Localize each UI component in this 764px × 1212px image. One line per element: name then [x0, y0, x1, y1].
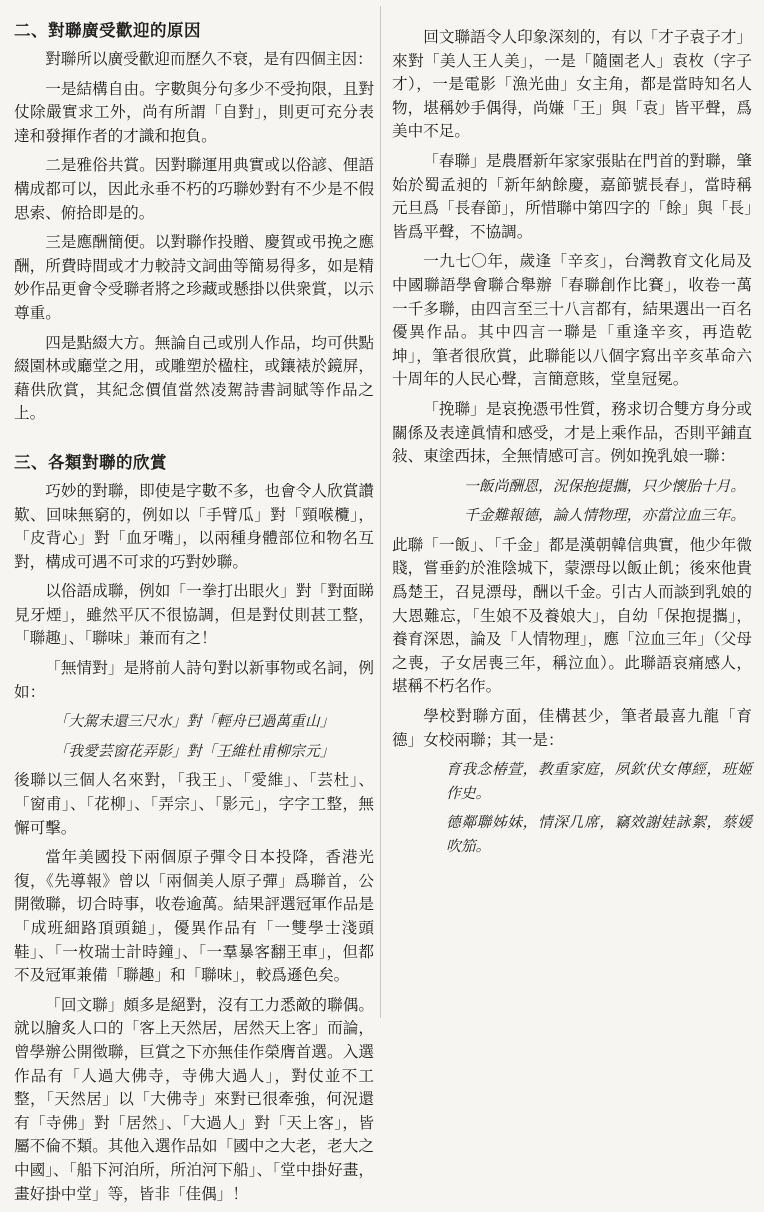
section3-paragraph: 「無情對」是將前人詩句對以新事物或名詞，例如：	[14, 659, 374, 701]
section3-paragraph: 「春聯」是農曆新年家家張貼在門首的對聯，肇始於蜀孟昶的「新年納餘慶，嘉節號長春」，當時稱元旦爲「長春節」，所惜聯中第四字的「餘」與「長」皆爲平聲，不協調。	[392, 151, 752, 241]
section3-paragraph: 當年美國投下兩個原子彈令日本投降，香港光復，《先導報》曾以「兩個美人原子彈」爲聯首，公開徵聯，切合時事，收卷逾萬。結果評選冠軍作品是「成班細路頂頭鎚」，優異作品有「一雙學士淺頭鞋」、「一枚瑞士計時鐘」、「一羣暴客翻王車」，但都不及冠軍兼備「聯趣」和「聯味」，較爲遜色矣。	[14, 848, 374, 985]
section3-paragraph: 後聯以三個人名來對，「我王」、「愛維」、「芸杜」、「窗甫」、「花柳」、「弄宗」、「影元」，字字工整，無懈可擊。	[14, 771, 374, 837]
section3-paragraph: 巧妙的對聯，即使是字數不多，也會令人欣賞讚歎、回味無窮的，例如以「手臂瓜」對「頸喉欖」，「皮背心」對「血牙嘴」，以兩種身體部位和物名互對，構成可遇不可求的巧對妙聯。	[14, 481, 374, 571]
section2-paragraph: 二是雅俗共賞。因對聯運用典實或以俗諺、俚語構成都可以，因此永垂不朽的巧聯妙對有不少是不假思索、俯拾即是的。	[14, 156, 374, 222]
section-gap	[14, 432, 374, 452]
section3-paragraph: 「挽聯」是哀挽憑弔性質，務求切合雙方身分或關係及表達眞情和感受，才是上乘作品，否則平鋪直敍、東塗西抹，全無情感可言。例如挽乳娘一聯：	[392, 399, 752, 466]
section2-paragraph: 四是點綴大方。無論自己或別人作品，均可供點綴園林或廳堂之用，或雕塑於楹柱，或鑲裱於鏡屏，藉供欣賞，其紀念價值當然凌駕詩書詞賦等作品之上。	[14, 333, 374, 423]
couplet-verse: 德鄰聯姊妹，情深几席，竊效謝娃詠絮，蔡媛吹笳。	[446, 814, 752, 855]
left-column	[14, 20, 374, 1212]
couplet-verse: 「大駕未還三尺水」對「輕舟已過萬重山」	[53, 713, 335, 731]
section2-heading: 二、對聯廣受歡迎的原因	[14, 21, 201, 40]
right-column	[392, 26, 752, 865]
section3-paragraph: 學校對聯方面，佳構甚少，筆者最喜九龍「育德」女校兩聯；其一是：	[392, 707, 752, 749]
couplet-verse: 「我愛芸窗花弄影」對「王維杜甫柳宗元」	[53, 742, 335, 760]
section3-paragraph: 此聯「一飯」、「千金」都是漢朝韓信典實，他少年微賤，嘗垂釣於淮陰城下，蒙漂母以飯止飢；後來他貴爲楚王，召見漂母，酬以千金。引古人而談到乳娘的大恩難忘，「生娘不及養娘大」，自幼「保抱提攜」，養育深恩，論及「人情物理」，應「泣血三年」（父母之喪，子女居喪三年，稱泣血）。此聯語哀痛感人，堪稱不朽名作。	[392, 535, 752, 696]
couplet-verse: 育我念椿萱，教重家庭，夙欽伏女傳經，班姬作史。	[446, 761, 752, 802]
section2-paragraph: 一是結構自由。字數與分句多少不受拘限，且對仗除嚴實求工外，尚有所謂「自對」，則更可充分表達和發揮作者的才識和抱負。	[14, 79, 374, 145]
couplet-verse: 千金難報德，論人情物理，亦當泣血三年。	[464, 507, 746, 525]
section3-paragraph: 回文聯語令人印象深刻的，有以「才子袁子才」來對「美人王人美」，一是「隨園老人」袁枚（字子才），一是電影「漁光曲」女主角，都是當時知名人物，堪稱妙手偶得，尚嫌「王」與「袁」皆平聲，爲美中不足。	[392, 28, 752, 141]
section3-paragraph: 「回文聯」頗多是絕對，沒有工力悉敵的聯偶。就以膾炙人口的「客上天然居，居然天上客」而論，曾學辦公開徵聯，巨賞之下亦無佳作榮膺首選。入選作品有「人過大佛寺，寺佛大過人」，對仗並不工整，「天然居」以「大佛寺」來對已很牽強，何況還有「寺佛」對「居然」、「大過人」對「天上客」，皆屬不倫不類。其他入選作品如「國中之大老，老大之中國」、「船下河泊所，所泊河下船」、「堂中掛好畫，畫好掛中堂」等，皆非「佳偶」！	[14, 995, 374, 1203]
section2-paragraph: 對聯所以廣受歡迎而歷久不衰，是有四個主因：	[45, 50, 373, 68]
section3-heading: 三、各類對聯的欣賞	[14, 452, 167, 472]
couplet-verse: 一飯尚酬恩，況保抱提攜，只少懷胎十月。	[464, 477, 746, 495]
section3-paragraph: 以俗語成聯，例如「一拳打出眼火」對「對面睇見牙煙」，雖然平仄不很協調，但是對仗則甚工整，「聯趣」、「聯味」兼而有之！	[14, 582, 374, 648]
section3-paragraph: 一九七〇年，歲逢「辛亥」，台灣教育文化局及中國聯語學會聯合舉辦「春聯創作比賽」，收卷一萬一千多聯，由四言至三十八言都有，結果選出一百名優異作品。其中四言一聯是「重逢辛亥，再造乾坤」，筆者很欣賞，此聯能以八個字寫出辛亥革命六十周年的人民心聲，言簡意賅，堂皇冠冕。	[392, 252, 752, 389]
section2-paragraph: 三是應酬簡便。以對聯作投贈、慶賀或弔挽之應酬，所費時間或才力較詩文詞曲等簡易得多，如是精妙作品更會令受聯者將之珍藏或懸掛以供衆賞，以示尊重。	[14, 233, 374, 322]
column-divider	[380, 6, 381, 1018]
